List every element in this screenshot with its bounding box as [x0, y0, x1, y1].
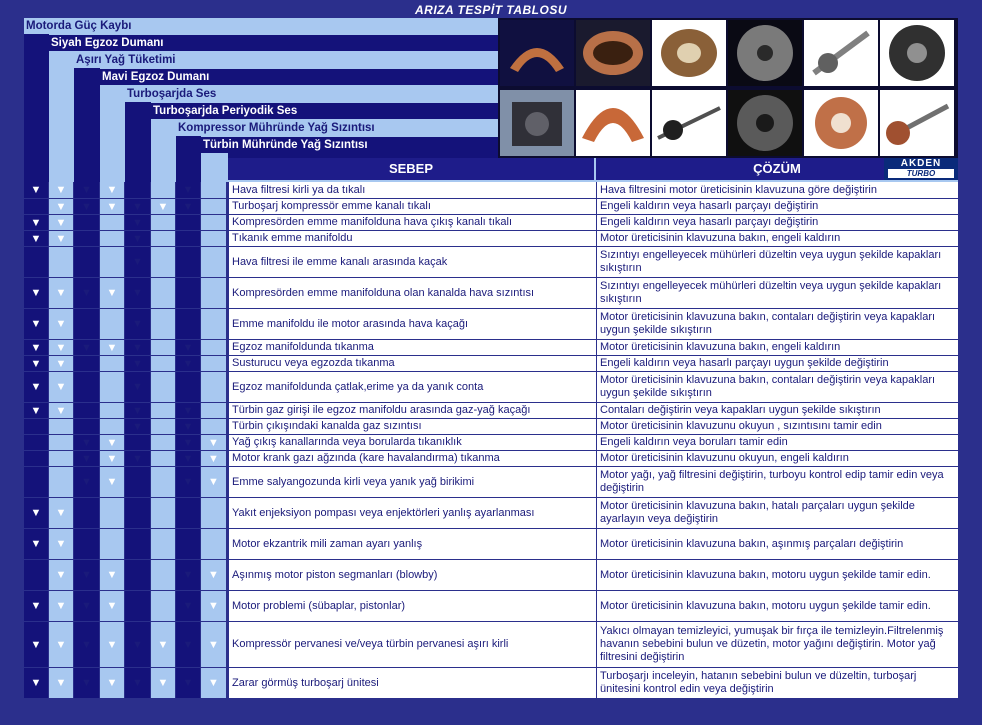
- symptom-mark-arrow-icon: ▼: [24, 278, 49, 309]
- solution-cell: Motor üreticisinin klavuzunu okuyun, engeli kaldırın: [596, 451, 958, 467]
- symptom-label: Motorda Güç Kaybı: [24, 18, 500, 34]
- cause-cell: Kompresörden emme manifolduna hava çıkış kanalı tıkalı: [228, 215, 596, 231]
- symptom-mark-empty: [100, 498, 125, 529]
- symptom-mark-arrow-icon: ▼: [100, 435, 125, 451]
- symptom-mark-arrow-icon: ▼: [100, 591, 125, 622]
- table-row: [24, 182, 958, 199]
- symptom-mark-arrow-icon: ▼: [125, 309, 151, 340]
- symptom-mark-empty: [151, 591, 176, 622]
- symptom-mark-empty: [100, 356, 125, 372]
- symptom-mark-arrow-icon: ▼: [176, 668, 201, 699]
- symptom-mark-arrow-icon: ▼: [125, 199, 151, 215]
- symptom-mark-arrow-icon: ▼: [24, 340, 49, 356]
- symptom-mark-arrow-icon: ▼: [176, 560, 201, 591]
- symptom-mark-arrow-icon: ▼: [74, 182, 100, 199]
- symptom-mark-empty: [201, 231, 227, 247]
- symptom-mark-empty: [125, 591, 151, 622]
- symptom-mark-arrow-icon: ▼: [24, 622, 49, 668]
- table-row: [24, 668, 958, 699]
- symptom-mark-empty: [49, 467, 74, 498]
- symptom-mark-arrow-icon: ▼: [100, 622, 125, 668]
- table-row: [24, 278, 958, 309]
- table-row: [24, 560, 958, 591]
- symptom-mark-empty: [24, 435, 49, 451]
- symptom-mark-empty: [100, 231, 125, 247]
- symptom-mark-empty: [151, 372, 176, 403]
- symptom-label: Türbin Mühründe Yağ Sızıntısı: [201, 137, 500, 153]
- symptom-mark-arrow-icon: ▼: [24, 498, 49, 529]
- symptom-mark-arrow-icon: ▼: [176, 199, 201, 215]
- symptom-mark-arrow-icon: ▼: [125, 356, 151, 372]
- symptom-mark-empty: [151, 451, 176, 467]
- symptom-mark-arrow-icon: ▼: [49, 560, 74, 591]
- symptom-mark-arrow-icon: ▼: [125, 668, 151, 699]
- solution-cell: Yakıcı olmayan temizleyici, yumuşak bir fırça ile temizleyin.Filtrelenmiş havanın sebebini bulun ve düzetin, motor yağını değiştirin. Motor yağ filtresini değiştirin: [596, 622, 958, 668]
- symptom-mark-empty: [201, 529, 227, 560]
- symptom-mark-empty: [24, 560, 49, 591]
- symptom-mark-arrow-icon: ▼: [151, 668, 176, 699]
- symptom-mark-arrow-icon: ▼: [100, 182, 125, 199]
- symptom-mark-arrow-icon: ▼: [100, 340, 125, 356]
- symptom-label: Kompressor Mühründe Yağ Sızıntısı: [176, 120, 500, 136]
- solution-cell: Motor üreticisinin klavuzuna bakın, engeli kaldırın: [596, 231, 958, 247]
- cause-cell: Motor krank gazı ağzında (kare havalandırma) tıkanma: [228, 451, 596, 467]
- symptom-mark-empty: [24, 419, 49, 435]
- symptom-mark-arrow-icon: ▼: [49, 231, 74, 247]
- solution-cell: Motor üreticisinin klavuzuna bakın, aşınmış parçaları değiştirin: [596, 529, 958, 560]
- symptom-mark-arrow-icon: ▼: [125, 247, 151, 278]
- symptom-mark-arrow-icon: ▼: [49, 182, 74, 199]
- symptom-mark-empty: [74, 419, 100, 435]
- symptom-mark-empty: [176, 278, 201, 309]
- symptom-mark-empty: [100, 215, 125, 231]
- solution-cell: Motor üreticisinin klavuzuna bakın, hatalı parçaları uygun şekilde ayarlayın veya değiştirin: [596, 498, 958, 529]
- symptom-mark-arrow-icon: ▼: [176, 340, 201, 356]
- symptom-mark-arrow-icon: ▼: [125, 451, 151, 467]
- table-row: [24, 591, 958, 622]
- symptom-mark-arrow-icon: ▼: [125, 403, 151, 419]
- symptom-mark-arrow-icon: ▼: [201, 467, 227, 498]
- symptom-mark-empty: [176, 231, 201, 247]
- symptom-mark-empty: [125, 498, 151, 529]
- cause-cell: Yağ çıkış kanallarında veya borularda tıkanıklık: [228, 435, 596, 451]
- symptom-label: Turboşarjda Ses: [125, 86, 500, 102]
- table-row: [24, 467, 958, 498]
- symptom-mark-empty: [151, 529, 176, 560]
- cause-cell: Kompresörden emme manifolduna olan kanalda hava sızıntısı: [228, 278, 596, 309]
- symptom-mark-empty: [49, 435, 74, 451]
- table-row: [24, 419, 958, 435]
- symptom-mark-empty: [201, 247, 227, 278]
- symptom-mark-arrow-icon: ▼: [201, 435, 227, 451]
- symptom-mark-empty: [49, 451, 74, 467]
- symptom-mark-arrow-icon: ▼: [74, 467, 100, 498]
- symptom-mark-empty: [74, 498, 100, 529]
- symptom-mark-empty: [201, 419, 227, 435]
- solution-cell: Motor üreticisinin klavuzuna bakın, contaları değiştirin veya kapakları uygun şekilde sıkıştırın: [596, 372, 958, 403]
- symptom-mark-arrow-icon: ▼: [24, 529, 49, 560]
- solution-cell: Contaları değiştirin veya kapakları uygun şekilde sıkıştırın: [596, 403, 958, 419]
- symptom-column-stripe: [176, 136, 201, 182]
- symptom-mark-arrow-icon: ▼: [74, 278, 100, 309]
- symptom-mark-empty: [74, 247, 100, 278]
- solution-cell: Sızıntıyı engelleyecek mühürleri düzeltin veya uygun şekilde kapakları sıkıştırın: [596, 247, 958, 278]
- symptom-mark-empty: [201, 215, 227, 231]
- cause-cell: Hava filtresi ile emme kanalı arasında kaçak: [228, 247, 596, 278]
- solution-cell: Motor üreticisinin klavuzuna bakın, motoru uygun şekilde tamir edin.: [596, 591, 958, 622]
- symptom-mark-empty: [125, 560, 151, 591]
- symptom-mark-arrow-icon: ▼: [49, 403, 74, 419]
- symptom-mark-empty: [74, 372, 100, 403]
- symptom-mark-empty: [125, 467, 151, 498]
- symptom-mark-arrow-icon: ▼: [24, 215, 49, 231]
- symptom-mark-arrow-icon: ▼: [100, 199, 125, 215]
- symptom-mark-empty: [201, 309, 227, 340]
- cause-cell: Kompressör pervanesi ve/veya türbin pervanesi aşırı kirli: [228, 622, 596, 668]
- table-row: [24, 309, 958, 340]
- symptom-mark-empty: [100, 372, 125, 403]
- symptom-mark-empty: [201, 403, 227, 419]
- symptom-mark-arrow-icon: ▼: [100, 451, 125, 467]
- symptom-mark-arrow-icon: ▼: [176, 435, 201, 451]
- symptom-mark-empty: [49, 247, 74, 278]
- table-row: [24, 199, 958, 215]
- cause-cell: Motor ekzantrik mili zaman ayarı yanlış: [228, 529, 596, 560]
- cause-cell: Motor problemi (sübaplar, pistonlar): [228, 591, 596, 622]
- solution-cell: Motor üreticisinin klavuzuna bakın, engeli kaldırın: [596, 340, 958, 356]
- cause-cell: Emme manifoldu ile motor arasında hava kaçağı: [228, 309, 596, 340]
- symptom-mark-empty: [24, 247, 49, 278]
- symptom-mark-arrow-icon: ▼: [24, 231, 49, 247]
- turbo-parts-photos: [498, 18, 958, 158]
- symptom-mark-empty: [74, 529, 100, 560]
- solution-cell: Motor yağı, yağ filtresini değiştirin, turboyu kontrol edip tamir edin veya değiştirin: [596, 467, 958, 498]
- table-row: [24, 231, 958, 247]
- symptom-mark-arrow-icon: ▼: [125, 215, 151, 231]
- symptom-mark-empty: [151, 560, 176, 591]
- symptom-mark-arrow-icon: ▼: [24, 403, 49, 419]
- symptom-mark-arrow-icon: ▼: [125, 372, 151, 403]
- symptom-mark-empty: [74, 309, 100, 340]
- symptom-mark-empty: [100, 403, 125, 419]
- symptom-mark-arrow-icon: ▼: [100, 278, 125, 309]
- symptom-mark-arrow-icon: ▼: [176, 356, 201, 372]
- symptom-mark-arrow-icon: ▼: [74, 668, 100, 699]
- symptom-mark-arrow-icon: ▼: [24, 356, 49, 372]
- symptom-mark-arrow-icon: ▼: [151, 199, 176, 215]
- symptom-mark-arrow-icon: ▼: [49, 372, 74, 403]
- cause-cell: Türbin gaz girişi ile egzoz manifoldu arasında gaz-yağ kaçağı: [228, 403, 596, 419]
- solution-cell: Engeli kaldırın veya hasarlı parçayı uygun şekilde değiştirin: [596, 356, 958, 372]
- symptom-mark-empty: [151, 247, 176, 278]
- symptom-mark-arrow-icon: ▼: [49, 668, 74, 699]
- symptom-mark-arrow-icon: ▼: [151, 622, 176, 668]
- symptom-mark-arrow-icon: ▼: [125, 340, 151, 356]
- symptom-mark-arrow-icon: ▼: [176, 182, 201, 199]
- symptom-mark-arrow-icon: ▼: [201, 560, 227, 591]
- symptom-mark-arrow-icon: ▼: [49, 529, 74, 560]
- symptom-mark-empty: [151, 498, 176, 529]
- symptom-mark-empty: [201, 372, 227, 403]
- symptom-mark-empty: [74, 403, 100, 419]
- cause-cell: Emme salyangozunda kirli veya yanık yağ birikimi: [228, 467, 596, 498]
- symptom-mark-arrow-icon: ▼: [49, 278, 74, 309]
- symptom-mark-arrow-icon: ▼: [74, 435, 100, 451]
- symptom-mark-empty: [201, 356, 227, 372]
- table-row: [24, 247, 958, 278]
- symptom-mark-empty: [24, 199, 49, 215]
- symptom-mark-empty: [201, 340, 227, 356]
- symptom-mark-arrow-icon: ▼: [201, 622, 227, 668]
- cause-cell: Egzoz manifoldunda tıkanma: [228, 340, 596, 356]
- symptom-label: Aşırı Yağ Tüketimi: [74, 52, 500, 68]
- symptom-column-stripe: [100, 85, 125, 182]
- symptom-mark-arrow-icon: ▼: [176, 622, 201, 668]
- symptom-mark-empty: [151, 215, 176, 231]
- solution-cell: Motor üreticisinin klavuzuna bakın, contaları değiştirin veya kapakları uygun şekilde sıkıştırın: [596, 309, 958, 340]
- cause-cell: Yakıt enjeksiyon pompası veya enjektörleri yanlış ayarlanması: [228, 498, 596, 529]
- symptom-column-stripe: [201, 153, 227, 182]
- logo-top-text: AKDEN: [900, 158, 942, 169]
- symptom-mark-arrow-icon: ▼: [49, 591, 74, 622]
- symptom-mark-arrow-icon: ▼: [74, 622, 100, 668]
- table-row: [24, 498, 958, 529]
- solution-cell: Sızıntıyı engelleyecek mühürleri düzeltin veya uygun şekilde kapakları sıkıştırın: [596, 278, 958, 309]
- symptom-mark-arrow-icon: ▼: [24, 309, 49, 340]
- symptom-mark-arrow-icon: ▼: [100, 467, 125, 498]
- symptom-mark-empty: [151, 182, 176, 199]
- symptom-mark-arrow-icon: ▼: [49, 215, 74, 231]
- solution-cell: Turboşarjı inceleyin, hatanın sebebini bulun ve düzeltin, turboşarj ünitesini kontrol edin veya değiştirin: [596, 668, 958, 699]
- symptom-label: Mavi Egzoz Dumanı: [100, 69, 500, 85]
- symptom-mark-arrow-icon: ▼: [49, 356, 74, 372]
- symptom-mark-empty: [176, 215, 201, 231]
- cause-cell: Zarar görmüş turboşarj ünitesi: [228, 668, 596, 699]
- symptom-mark-arrow-icon: ▼: [74, 199, 100, 215]
- symptom-column-stripe: [125, 102, 151, 182]
- cause-cell: Turboşarj kompressör emme kanalı tıkalı: [228, 199, 596, 215]
- solution-cell: Hava filtresini motor üreticisinin klavuzuna göre değiştirin: [596, 182, 958, 199]
- cause-cell: Egzoz manifoldunda çatlak,erime ya da yanık conta: [228, 372, 596, 403]
- cause-cell: Aşınmış motor piston segmanları (blowby): [228, 560, 596, 591]
- symptom-mark-arrow-icon: ▼: [125, 419, 151, 435]
- solution-cell: Motor üreticisinin klavuzunu okuyun , sızıntısını tamir edin: [596, 419, 958, 435]
- page-title: ARIZA TESPİT TABLOSU: [415, 3, 567, 17]
- symptom-mark-empty: [176, 529, 201, 560]
- symptom-mark-arrow-icon: ▼: [74, 591, 100, 622]
- symptom-mark-empty: [74, 231, 100, 247]
- symptom-mark-empty: [100, 529, 125, 560]
- symptom-mark-empty: [125, 529, 151, 560]
- cause-cell: Tıkanık emme manifoldu: [228, 231, 596, 247]
- symptom-column-stripe: [49, 51, 74, 182]
- symptom-mark-arrow-icon: ▼: [49, 340, 74, 356]
- symptom-mark-empty: [176, 498, 201, 529]
- symptom-mark-empty: [151, 278, 176, 309]
- parts-photo-strip: [498, 18, 958, 158]
- symptom-mark-empty: [151, 467, 176, 498]
- symptom-mark-empty: [151, 231, 176, 247]
- symptom-mark-empty: [24, 451, 49, 467]
- symptom-mark-empty: [176, 247, 201, 278]
- symptom-mark-arrow-icon: ▼: [24, 668, 49, 699]
- symptom-mark-empty: [176, 372, 201, 403]
- cause-cell: Susturucu veya egzozda tıkanma: [228, 356, 596, 372]
- table-row: [24, 356, 958, 372]
- symptom-mark-arrow-icon: ▼: [176, 403, 201, 419]
- symptom-mark-arrow-icon: ▼: [176, 591, 201, 622]
- symptom-mark-empty: [151, 340, 176, 356]
- table-row: [24, 372, 958, 403]
- symptom-mark-arrow-icon: ▼: [74, 451, 100, 467]
- table-row: [24, 340, 958, 356]
- symptom-mark-empty: [151, 403, 176, 419]
- solution-cell: Engeli kaldırın veya hasarlı parçayı değiştirin: [596, 215, 958, 231]
- table-row: [24, 435, 958, 451]
- symptom-mark-arrow-icon: ▼: [176, 419, 201, 435]
- symptom-mark-arrow-icon: ▼: [49, 622, 74, 668]
- symptom-mark-arrow-icon: ▼: [100, 668, 125, 699]
- symptom-mark-arrow-icon: ▼: [24, 372, 49, 403]
- solution-cell: Engeli kaldırın veya hasarlı parçayı değiştirin: [596, 199, 958, 215]
- symptom-mark-arrow-icon: ▼: [201, 591, 227, 622]
- cause-cell: Hava filtresi kirli ya da tıkalı: [228, 182, 596, 199]
- symptom-column-stripe: [74, 68, 100, 182]
- symptom-mark-empty: [125, 182, 151, 199]
- table-row: [24, 622, 958, 668]
- symptom-mark-empty: [74, 215, 100, 231]
- symptom-mark-arrow-icon: ▼: [49, 309, 74, 340]
- symptom-mark-arrow-icon: ▼: [74, 560, 100, 591]
- symptom-column-stripe: [24, 34, 49, 182]
- symptom-mark-arrow-icon: ▼: [49, 498, 74, 529]
- solution-cell: Motor üreticisinin klavuzuna bakın, motoru uygun şekilde tamir edin.: [596, 560, 958, 591]
- symptom-column-stripe: [151, 119, 176, 182]
- symptom-mark-arrow-icon: ▼: [176, 467, 201, 498]
- symptom-mark-empty: [151, 309, 176, 340]
- symptom-mark-arrow-icon: ▼: [49, 199, 74, 215]
- logo-bottom-text: TURBO: [888, 169, 954, 178]
- cause-cell: Türbin çıkışındaki kanalda gaz sızıntısı: [228, 419, 596, 435]
- symptom-mark-empty: [100, 309, 125, 340]
- symptom-mark-empty: [125, 435, 151, 451]
- symptom-mark-arrow-icon: ▼: [74, 340, 100, 356]
- solution-cell: Engeli kaldırın veya boruları tamir edin: [596, 435, 958, 451]
- symptom-mark-empty: [201, 199, 227, 215]
- symptom-mark-arrow-icon: ▼: [24, 182, 49, 199]
- symptom-label: Turboşarjda Periyodik Ses: [151, 103, 500, 119]
- symptom-mark-empty: [151, 435, 176, 451]
- symptom-label: Siyah Egzoz Dumanı: [49, 35, 500, 51]
- symptom-mark-empty: [100, 247, 125, 278]
- symptom-mark-empty: [201, 498, 227, 529]
- symptom-mark-arrow-icon: ▼: [176, 451, 201, 467]
- symptom-mark-empty: [151, 356, 176, 372]
- cause-header: SEBEP: [228, 158, 594, 180]
- symptom-mark-empty: [24, 467, 49, 498]
- symptom-mark-empty: [74, 356, 100, 372]
- symptom-mark-empty: [201, 182, 227, 199]
- symptom-mark-arrow-icon: ▼: [125, 278, 151, 309]
- symptom-mark-arrow-icon: ▼: [125, 622, 151, 668]
- symptom-mark-arrow-icon: ▼: [125, 231, 151, 247]
- symptom-mark-empty: [201, 278, 227, 309]
- symptom-mark-arrow-icon: ▼: [201, 668, 227, 699]
- symptom-mark-arrow-icon: ▼: [201, 451, 227, 467]
- table-row: [24, 451, 958, 467]
- symptom-mark-empty: [49, 419, 74, 435]
- symptom-mark-empty: [151, 419, 176, 435]
- solution-header: ÇÖZÜM: [596, 158, 958, 180]
- table-row: [24, 215, 958, 231]
- symptom-mark-arrow-icon: ▼: [24, 591, 49, 622]
- symptom-mark-arrow-icon: ▼: [100, 560, 125, 591]
- akden-turbo-logo: [884, 158, 958, 180]
- symptom-mark-empty: [100, 419, 125, 435]
- table-row: [24, 403, 958, 419]
- table-row: [24, 529, 958, 560]
- symptom-mark-empty: [176, 309, 201, 340]
